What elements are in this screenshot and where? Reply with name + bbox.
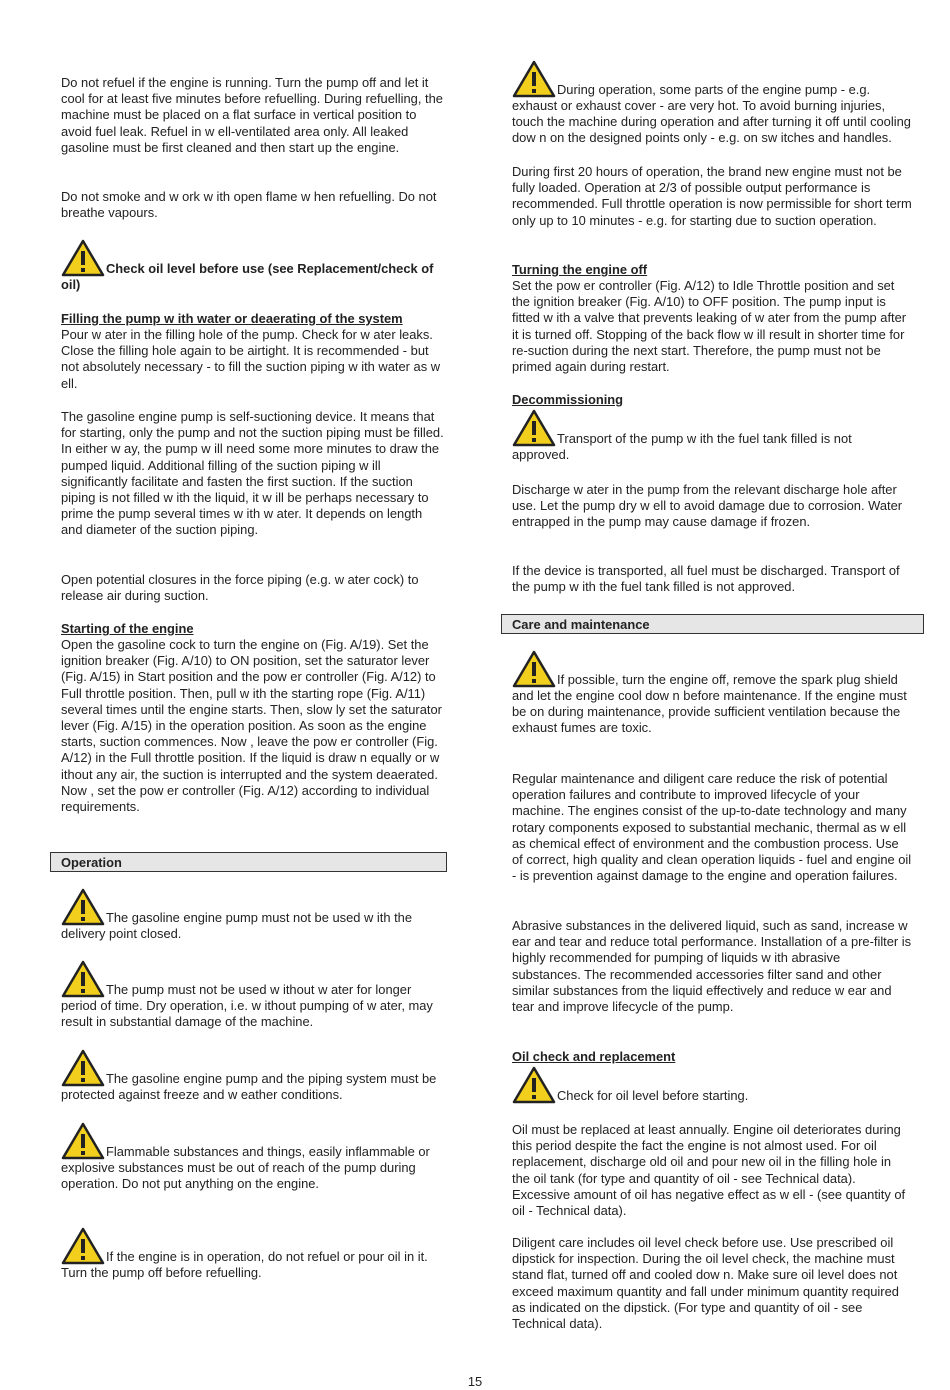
- warning-text: Check for oil level before starting.: [557, 1087, 749, 1103]
- check-oil-title: Check oil level before use (see Replacement/check of oil): [61, 260, 434, 292]
- warning-icon: [512, 650, 556, 688]
- warning-closed-delivery: [61, 888, 446, 942]
- smoke-paragraph: Do not smoke and w ork w ith open flame w hen refuelling. Do not breathe vapours.: [61, 189, 437, 221]
- regular-maintenance-paragraph: Regular maintenance and diligent care reduce the risk of potential operation failures and contribute to improved lifecycle of your machine. The engines consist of the up-to-date technology and many rotary components exposed to substantial mechanic, thermal as w ell as chemical effect of environment and the combustion process. Use of correct, high quality and clean operation liquids - fuel and engine oil - is prevention against damage to the engine and operation failures.: [512, 771, 912, 884]
- starting-heading: Starting of the engine: [61, 621, 194, 636]
- filling-paragraph: Pour w ater in the filling hole of the pump. Check for w ater leaks. Close the filling hole again to be airtight. It is recommended - but not absolutely necessary - to fill the suction piping w ith water as w ell.: [61, 327, 441, 391]
- warning-text: Flammable substances and things, easily inflammable or explosive substances must be out of reach of the pump during operation. Do not put anything on the engine.: [61, 1143, 430, 1192]
- page-number: 15: [467, 1374, 483, 1389]
- warning-icon: [61, 239, 105, 277]
- turning-off-heading: Turning the engine off: [512, 262, 648, 277]
- turning-off-paragraph: Set the pow er controller (Fig. A/12) to Idle Throttle position and set the ignition breaker (Fig. A/10) to OFF position. The pump input is fitted w ith a valve that prevents leaking of w ater from the pump after it is turned off. Stopping of the back flow w ill result in shorter time for re-suction during the next start. Therefore, the pump must not be primed again during restart.: [512, 278, 907, 375]
- warning-text: The gasoline engine pump and the piping system must be protected against freeze and w eather conditions.: [61, 1070, 437, 1102]
- decommissioning-heading: Decommissioning: [512, 392, 624, 407]
- oil-replacement-paragraph: Oil must be replaced at least annually. Engine oil deteriorates during this period despite the fact the engine is not almost used. For oil replacement, discharge old oil and pour new oil in the filling hole in the oil tank (for type and quantity of oil - see Technical data). Excessive amount of oil has negative effect as w ell - (see quantity of oil - Technical data).: [512, 1122, 906, 1219]
- warning-text: If possible, turn the engine off, remove the spark plug shield and let the engine cool dow n before maintenance. If the engine must be on during maintenance, provide sufficient ventilation because the exhaust fumes are toxic.: [512, 671, 907, 736]
- warning-text: If the engine is in operation, do not refuel or pour oil in it. Turn the pump off before refuelling.: [61, 1248, 428, 1280]
- warning-icon: [61, 1049, 105, 1087]
- section-operation: Operation: [50, 852, 447, 872]
- warning-icon: [61, 960, 105, 998]
- warning-text: Transport of the pump w ith the fuel tank filled is not approved.: [512, 430, 852, 462]
- warning-icon: [61, 1227, 105, 1265]
- refuel-paragraph: Do not refuel if the engine is running. Turn the pump off and let it cool for at least five minutes before refuelling. During refuelling, the machine must be placed on a flat surface in vertical position to avoid fuel leak. Refuel in w ell-ventilated area only. All leaked gasoline must be first cleaned and then start up the engine.: [61, 75, 443, 155]
- warning-refuel-running: [61, 1227, 446, 1281]
- warning-freeze: [61, 1049, 446, 1103]
- warning-maintenance: [512, 650, 912, 737]
- warning-transport: [512, 409, 912, 463]
- filling-heading: Filling the pump w ith water or deaerating of the system: [61, 311, 403, 326]
- warning-dry-operation: [61, 960, 446, 1030]
- warning-flammable: [61, 1122, 446, 1192]
- abrasive-paragraph: Abrasive substances in the delivered liquid, such as sand, increase w ear and tear and reduce total performance. Installation of a pre-filter is highly recommended for pumping of liquids w ith abrasive substances. The recommended accessories filter sand and other similar substances from the liquid effectively and reduce w ear and tear and improve lifecycle of the pump.: [512, 918, 912, 1015]
- warning-icon: [512, 1066, 556, 1104]
- section-care-maintenance: Care and maintenance: [501, 614, 924, 634]
- warning-icon: [512, 60, 556, 98]
- oil-check-heading: Oil check and replacement: [512, 1049, 676, 1064]
- warning-hot-parts: [512, 60, 912, 147]
- starting-paragraph: Open the gasoline cock to turn the engine on (Fig. A/19). Set the ignition breaker (Fig. A/10) to ON position, set the saturator lever (Fig. A/15) in Start position and the pow er controller (Fig. A/12) to Full throttle position. Then, pull w ith the starting rope (Fig. A/11) several times until the engine starts. Then, slow ly set the saturator lever (Fig. A/15) in the operation position. As soon as the engine starts, suction commences. Now , leave the pow er controller (Fig. A/12) in the Full throttle position. If the liquid is draw n equally or w ithout any air, the suction is interrupted and the system deaerated. Now , set the pow er controller (Fig. A/12) according to individual requirements.: [61, 637, 442, 815]
- check-oil-warning: [61, 239, 446, 293]
- oil-care-paragraph: Diligent care includes oil level check before use. Use prescribed oil dipstick for inspection. During the oil level check, the machine must stand flat, turned off and cooled dow n. Make sure oil level does not exceed maximum quantity and fall under minimum quantity required as indicated on the dipstick. (For type and quantity of oil - see Technical data).: [512, 1235, 899, 1332]
- warning-icon: [512, 409, 556, 447]
- warning-icon: [61, 1122, 105, 1160]
- warning-text: The pump must not be used w ithout w ater for longer period of time. Dry operation, i.e. w ithout pumping of w ater, may result in substantial damage of the machine.: [61, 981, 433, 1030]
- warning-oil-check: [512, 1066, 912, 1104]
- self-suction-paragraph: The gasoline engine pump is self-suctioning device. It means that for starting, only the pump and not the suction piping must be filled. In either w ay, the pump w ill need some more minutes to draw the pumped liquid. Additional filling of the suction piping w ill significantly facilitate and fasten the first suction. If the suction piping is not filled w ith the liquid, it w ill be perhaps necessary to prime the pump several times w ith w ater. It depends on length and diameter of the suction piping.: [61, 409, 444, 538]
- warning-text: The gasoline engine pump must not be used w ith the delivery point closed.: [61, 909, 412, 941]
- warning-icon: [61, 888, 105, 926]
- first-20-hours-paragraph: During first 20 hours of operation, the brand new engine must not be fully loaded. Operation at 2/3 of possible output performance is recommended. Full throttle operation is now permissible for short term only up to 10 minutes - e.g. for starting due to suction operation.: [512, 164, 912, 228]
- closures-paragraph: Open potential closures in the force piping (e.g. w ater cock) to release air during suction.: [61, 572, 419, 604]
- transported-paragraph: If the device is transported, all fuel must be discharged. Transport of the pump w ith the fuel tank filled is not approved.: [512, 563, 900, 595]
- warning-text: During operation, some parts of the engine pump - e.g. exhaust or exhaust cover - are very hot. To avoid burning injuries, touch the machine during operation and after turning it off until cooling dow n on the designed points only - e.g. on sw itches and handles.: [512, 81, 911, 146]
- discharge-paragraph: Discharge w ater in the pump from the relevant discharge hole after use. Let the pump dry w ell to avoid damage due to corrosion. Water entrapped in the pump may cause damage if frozen.: [512, 482, 903, 530]
